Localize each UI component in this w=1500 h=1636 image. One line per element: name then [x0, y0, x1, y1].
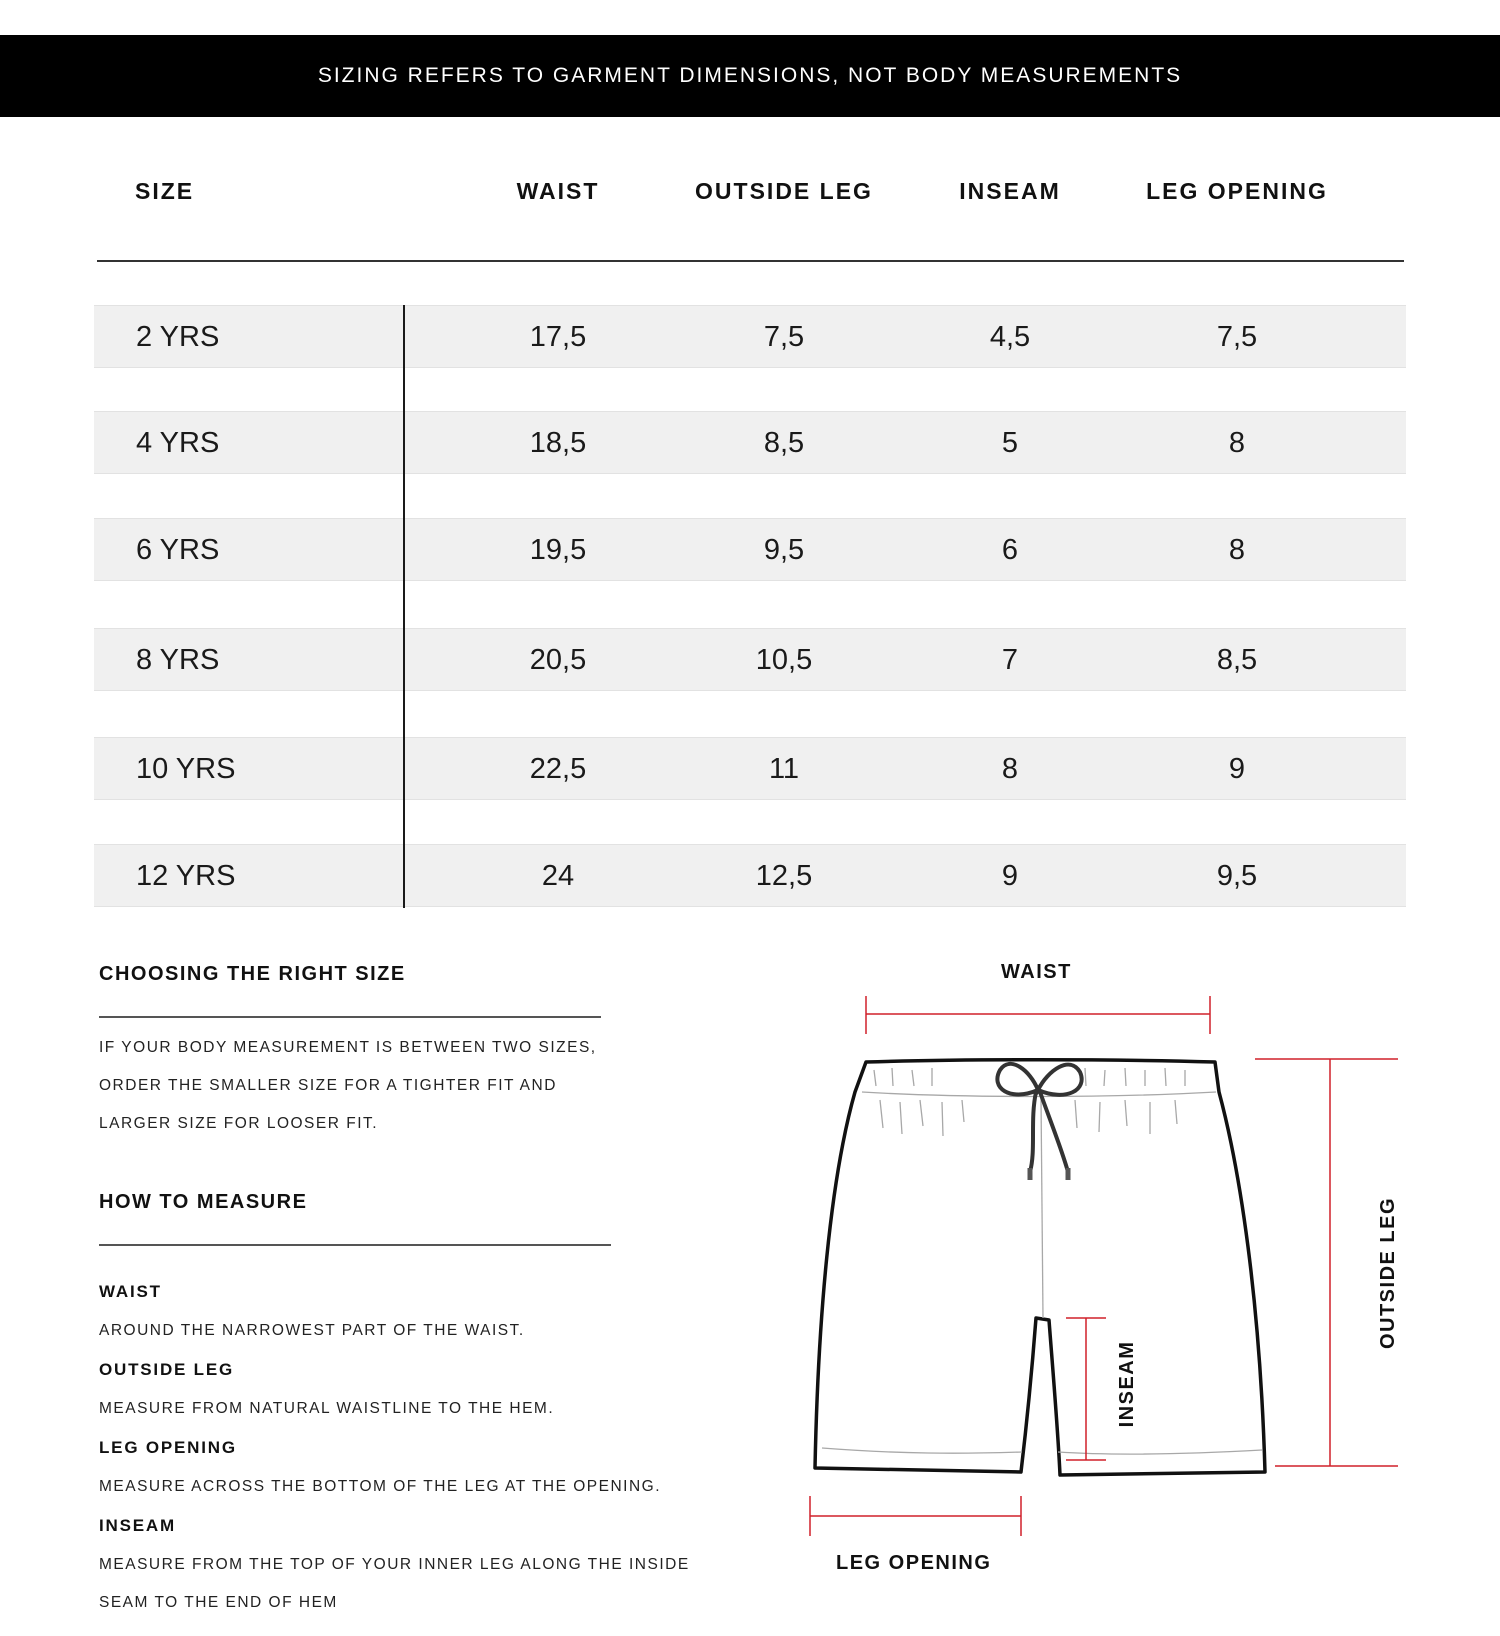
leg-opening-measure-line	[810, 1496, 1021, 1536]
header-outside-leg: OUTSIDE LEG	[695, 178, 873, 204]
header-size: SIZE	[135, 178, 195, 204]
measure-text-waist: AROUND THE NARROWEST PART OF THE WAIST.	[99, 1322, 525, 1339]
cell-waist: 18,5	[529, 427, 587, 459]
measure-label-outside-leg: OUTSIDE LEG	[99, 1360, 235, 1379]
banner-text: SIZING REFERS TO GARMENT DIMENSIONS, NOT BODY MEASUREMENTS	[317, 64, 1183, 87]
measure-label-inseam: INSEAM	[99, 1516, 176, 1535]
measure-text-inseam-line-2: SEAM TO THE END OF HEM	[99, 1594, 338, 1611]
diagram-label-leg-opening: LEG OPENING	[836, 1552, 992, 1574]
cell-inseam: 7	[1001, 644, 1019, 676]
waist-measure-line	[866, 996, 1210, 1034]
header-inseam: INSEAM	[959, 178, 1061, 204]
measure-text-outside-leg: MEASURE FROM NATURAL WAISTLINE TO THE HEM.	[99, 1400, 555, 1417]
header-waist: WAIST	[516, 178, 600, 204]
choosing-text-line: LARGER SIZE FOR LOOSER FIT.	[99, 1115, 379, 1132]
diagram-label-outside-leg: OUTSIDE LEG	[1377, 1196, 1399, 1350]
cell-outside-leg: 8,5	[763, 427, 805, 459]
measure-label-leg-opening: LEG OPENING	[99, 1438, 237, 1457]
how-to-title: HOW TO MEASURE	[99, 1191, 308, 1213]
cell-waist: 20,5	[529, 644, 587, 676]
cell-leg-opening: 8,5	[1216, 644, 1258, 676]
cell-outside-leg: 10,5	[755, 644, 813, 676]
cell-waist: 22,5	[529, 753, 587, 785]
cell-inseam: 8	[1001, 753, 1019, 785]
diagram-label-inseam: INSEAM	[1116, 1340, 1138, 1428]
cell-leg-opening: 7,5	[1216, 321, 1258, 353]
cell-size: 8 YRS	[136, 644, 220, 676]
cell-outside-leg: 11	[768, 753, 800, 785]
cell-outside-leg: 7,5	[763, 321, 805, 353]
cell-inseam: 6	[1001, 534, 1019, 566]
measure-label-waist: WAIST	[99, 1282, 162, 1301]
cell-waist: 19,5	[529, 534, 587, 566]
cell-leg-opening: 9,5	[1216, 860, 1258, 892]
cell-leg-opening: 8	[1228, 534, 1246, 566]
measure-text-leg-opening: MEASURE ACROSS THE BOTTOM OF THE LEG AT THE OPENING.	[99, 1478, 662, 1495]
cell-size: 6 YRS	[136, 534, 220, 566]
cell-inseam: 4,5	[989, 321, 1031, 353]
diagram-label-waist: WAIST	[1001, 961, 1072, 983]
cell-waist: 17,5	[529, 321, 587, 353]
choosing-text-line: ORDER THE SMALLER SIZE FOR A TIGHTER FIT AND	[99, 1077, 557, 1094]
header-leg-opening: LEG OPENING	[1146, 178, 1328, 204]
cell-leg-opening: 8	[1228, 427, 1246, 459]
cell-inseam: 9	[1001, 860, 1019, 892]
cell-waist: 24	[541, 860, 575, 892]
cell-size: 12 YRS	[136, 860, 236, 892]
cell-inseam: 5	[1001, 427, 1019, 459]
cell-size: 2 YRS	[136, 321, 220, 353]
cell-outside-leg: 12,5	[755, 860, 813, 892]
cell-size: 4 YRS	[136, 427, 220, 459]
cell-size: 10 YRS	[136, 753, 236, 785]
measure-text-inseam: MEASURE FROM THE TOP OF YOUR INNER LEG ALONG THE INSIDE	[99, 1556, 690, 1573]
cell-outside-leg: 9,5	[763, 534, 805, 566]
cell-leg-opening: 9	[1228, 753, 1246, 785]
choosing-text-line: IF YOUR BODY MEASUREMENT IS BETWEEN TWO SIZES,	[99, 1039, 597, 1056]
choosing-title: CHOOSING THE RIGHT SIZE	[99, 963, 406, 985]
